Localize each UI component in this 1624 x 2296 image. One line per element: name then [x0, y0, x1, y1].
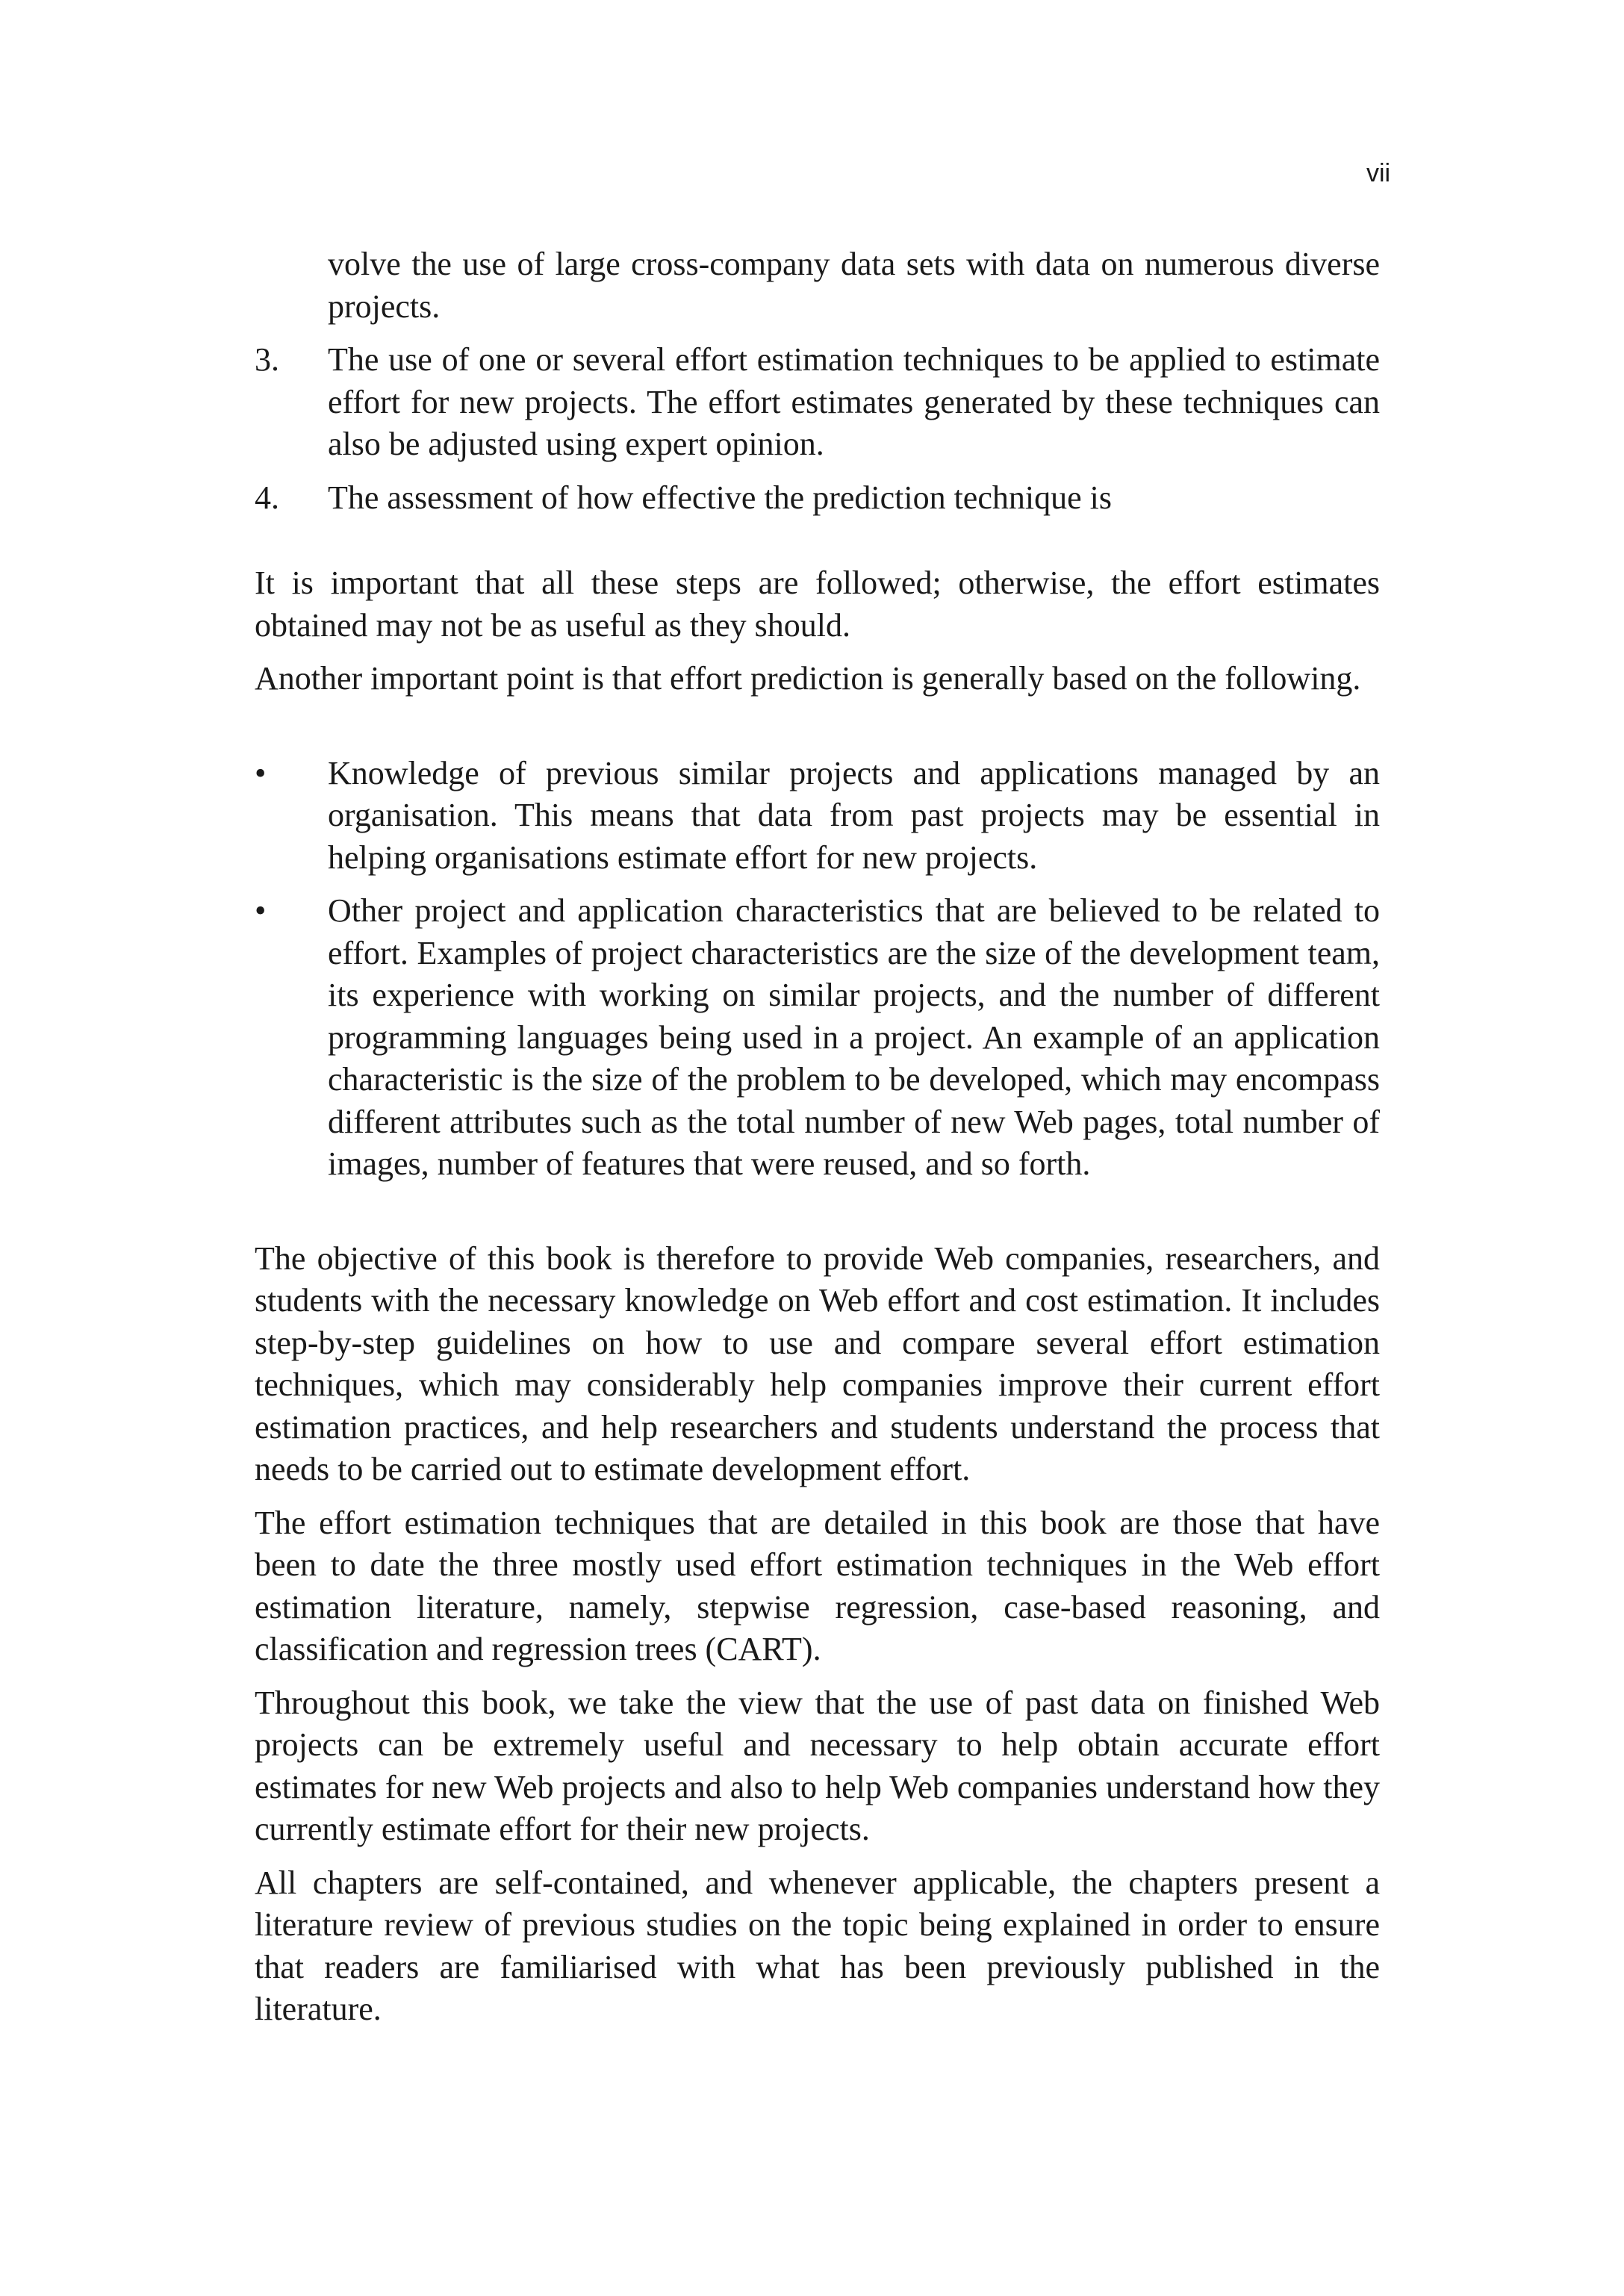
list-number: 4.	[255, 479, 279, 516]
list-number: 3.	[255, 341, 279, 378]
paragraph: Throughout this book, we take the view that the use of past data on finished Web projects can be extremely useful and necessary to help obtain accurate effort estimates for new Web projects and also to help Web companies understand how they currently estimate effort for their new projects.	[255, 1684, 1380, 1847]
paragraph: Another important point is that effort prediction is generally based on the following.	[255, 660, 1361, 697]
paragraph: The objective of this book is therefore to provide Web companies, researchers, and students with the necessary knowledge on Web effort and cost estimation. It includes step-by-step guidelines on how to use and compare several effort estimation techniques, which may considerably help companies improve their current effort estimation practices, and help researchers and students understand the process that needs to be carried out to estimate development effort.	[255, 1239, 1380, 1487]
numbered-item-4	[255, 477, 1380, 520]
bullet-text: Other project and application characteristics that are believed to be related to effort. Examples of project characteristics are the size of the development team, its experience with working on similar projects, and the number of different programming languages being used in a project. An example of an application characteristic is the size of the problem to be developed, which may encompass different attributes such as the total number of new Web pages, total number of images, number of features that were reused, and so forth.	[328, 892, 1380, 1182]
bullet-item	[255, 753, 1380, 880]
paragraph: It is important that all these steps are followed; otherwise, the effort estimates obtained may not be as useful as they should.	[255, 564, 1380, 644]
list-item-continuation: volve the use of large cross-company data sets with data on numerous diverse projects.	[328, 246, 1380, 325]
list-item-text: The use of one or several effort estimation techniques to be applied to estimate effort for new projects. The effort estimates generated by these techniques can also be adjusted using expert opinion.	[328, 341, 1380, 462]
page-number: vii	[1366, 159, 1391, 187]
bullet-marker: •	[255, 754, 267, 791]
bullet-marker: •	[255, 892, 267, 929]
paragraph: The effort estimation techniques that are detailed in this book are those that have been to date the three mostly used effort estimation techniques in the Web effort estimation literature, namely, stepwise regression, case-based reasoning, and classification and regression trees (CART).	[255, 1504, 1380, 1667]
paragraph: All chapters are self-contained, and whenever applicable, the chapters present a literature review of previous studies on the topic being explained in order to ensure that readers are familiarised with what has been previously published in the literature.	[255, 1864, 1380, 2027]
bullet-item	[255, 890, 1380, 1186]
list-item-text: The assessment of how effective the prediction technique is	[328, 479, 1112, 516]
body-text	[255, 243, 1380, 2031]
bullet-text: Knowledge of previous similar projects and applications managed by an organisation. This means that data from past projects may be essential in helping organisations estimate effort for new projects.	[328, 754, 1380, 876]
numbered-item-3	[255, 339, 1380, 466]
